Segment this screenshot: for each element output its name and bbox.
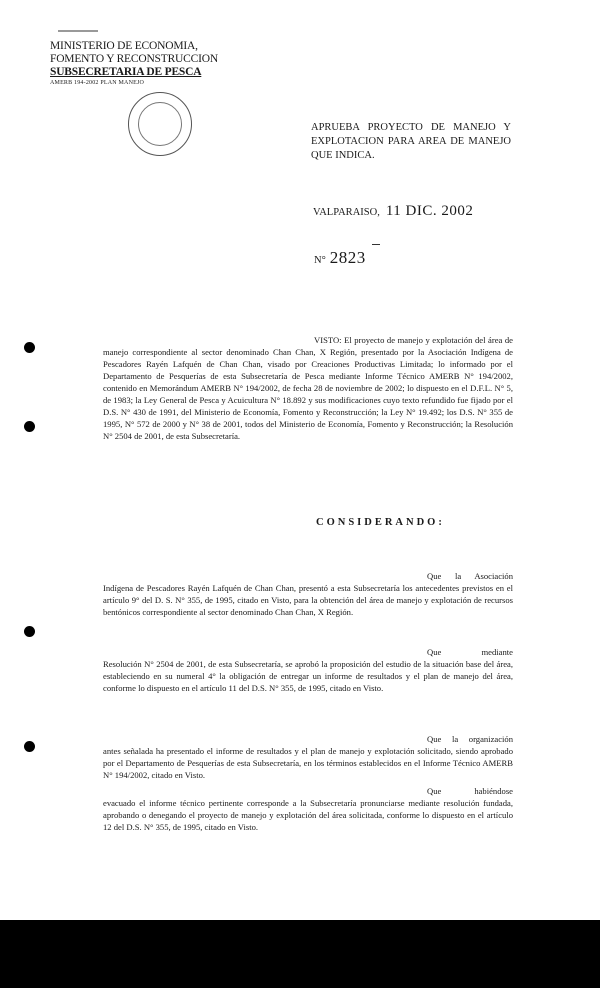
ministry-header — [50, 40, 218, 87]
date-stamp: 11 DIC. 2002 — [385, 203, 474, 219]
paragraph-lead: Que habiéndose evacuado el informe técnico — [103, 786, 513, 808]
scan-mark — [58, 30, 98, 32]
binder-hole — [24, 741, 35, 752]
considerando-heading: CONSIDERANDO: — [316, 517, 445, 528]
visto-paragraph — [103, 334, 513, 442]
ministry-name: MINISTERIO DE ECONOMIA, — [50, 40, 198, 52]
considerando-paragraph — [103, 570, 513, 618]
considerando-paragraph — [103, 646, 513, 694]
paragraph-lead: Que la Asociación Indígena de Pescadores — [103, 571, 513, 593]
binder-hole — [24, 421, 35, 432]
paragraph-text: Rayén Lafquén de Chan Chan, presentó a esta Subsecretaría los antecedentes previstos en el artículo 9° del D. S. N° 355, de 1995, citado en Visto, para la obtención del área de manejo y explotación de recursos bentónicos correspondiente al sector denominado Chan Chan, X Región. — [103, 583, 513, 617]
seal-inner-ring — [138, 102, 182, 146]
official-seal-stamp — [128, 92, 192, 156]
paragraph-lead: Que la organización antes señalada ha — [103, 734, 513, 756]
considerando-paragraph — [103, 733, 513, 781]
resolution-number — [314, 248, 366, 268]
resolution-title: APRUEBA PROYECTO DE MANEJO Y EXPLOTACION PARA AREA DE MANEJO QUE INDICA. — [311, 122, 511, 161]
number-label: N° — [314, 255, 326, 266]
subsecretaria-name: SUBSECRETARIA DE PESCA — [50, 66, 202, 78]
paragraph-text: de esta Subsecretaría, se aprobó la proposición del estudio de la situación base del área, estableciendo en su numeral 4° la obligación de entregar un informe de resultados y el plan de manejo del área, conforme lo dispuesto en el artículo 11 del D.S. N° 355, de 1995, citado en Visto. — [103, 659, 513, 693]
considerando-paragraph — [103, 785, 513, 833]
paragraph-text: pertinente corresponde a la Subsecretaría pronunciarse mediante resolución fundada, aprobando o denegando el proyecto de manejo y explotación del área solicitada, conforme lo dispuesto en el artículo 12 del D.S. N° 355, de 1995, citado en Visto. — [103, 798, 514, 832]
ministry-subtitle: FOMENTO Y RECONSTRUCCION — [50, 53, 218, 65]
binder-hole — [24, 626, 35, 637]
visto-lead: VISTO: — [314, 335, 342, 345]
number-mark — [372, 244, 380, 245]
number-value: 2823 — [329, 248, 366, 267]
binder-hole — [24, 342, 35, 353]
paragraph-text: presentado el informe de resultados y el plan de manejo y explotación solicitado, siendo aprobado por el Departamento de Pesquerías de esta Subsecretaría, en los términos establecidos en el Informe Técnico AMERB N° 194/2002, citado en Visto. — [103, 746, 513, 780]
paragraph-lead: Que mediante Resolución N° 2504 de 2001, — [103, 647, 513, 669]
visto-text: El proyecto de manejo y explotación del área de manejo correspondiente al sector denominado Chan Chan, X Región, presentado por la Asociación Indígena de Pescadores Rayén Lafquén de Chan Chan, visado por Creaciones Productivas Limitada; lo informado por el Departamento de Pesquerías de esta Subsecretaría de Pesca mediante Informe Técnico AMERB N° 194/2002, contenido en Memorándum AMERB N° 194/2002, de fecha 28 de noviembre de 2002; lo dispuesto en el D.F.L. N° 5, de 1983; la Ley General de Pesca y Acuicultura N° 18.892 y sus modificaciones cuyo texto refundido fue fijado por el D.S. N° 430 de 1991, del Ministerio de Economía, Fomento y Reconstrucción; la Ley N° 19.492; los D.S. N° 355 de 1995, N° 572 de 2000 y N° 38 de 2001, todos del Ministerio de Economía, Fomento y Reconstrucción; la Resolución N° 2504 de 2001, de esta Subsecretaría. — [103, 335, 513, 441]
header-reference: AMERB 194-2002 PLAN MANEJO — [50, 80, 145, 86]
place-and-date — [313, 203, 473, 220]
city-label: VALPARAISO, — [313, 207, 380, 218]
